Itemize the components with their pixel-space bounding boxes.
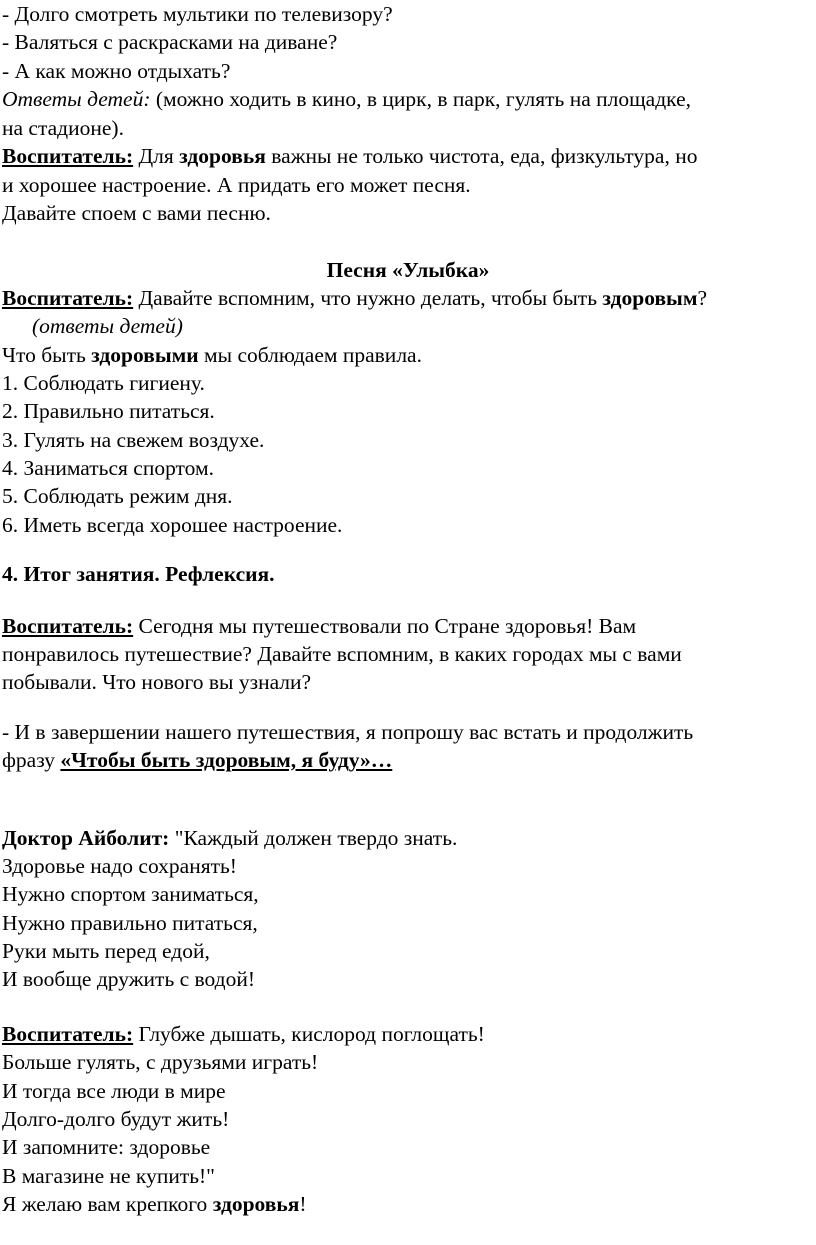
- text-line: Ответы детей: (можно ходить в кино, в цирк, в парк, гулять на площадке,: [2, 87, 691, 111]
- poem-line: Руки мыть перед едой,: [2, 939, 210, 963]
- text-line: и хорошее настроение. А придать его может песня.: [2, 173, 471, 197]
- list-item: 5. Соблюдать режим дня.: [2, 484, 233, 508]
- list-item: 1. Соблюдать гигиену.: [2, 371, 205, 395]
- text-line: Я желаю вам крепкого здоровья!: [2, 1192, 307, 1216]
- poem-line: И запомните: здоровье: [2, 1135, 211, 1159]
- list-item: 2. Правильно питаться.: [2, 399, 215, 423]
- speaker-label: Доктор Айболит:: [2, 826, 170, 850]
- speaker-label: Воспитатель:: [2, 1022, 134, 1046]
- text-line: (ответы детей): [32, 314, 183, 338]
- phrase-prompt: «Чтобы быть здоровым, я буду»…: [60, 748, 393, 772]
- text-line: - И в завершении нашего путешествия, я попрошу вас встать и продолжить: [2, 720, 694, 744]
- text-line: Воспитатель: Для здоровья важны не только чистота, еда, физкультура, но: [2, 144, 698, 168]
- text-line: - А как можно отдыхать?: [2, 59, 231, 83]
- text-line: - Долго смотреть мультики по телевизору?: [2, 2, 393, 26]
- speaker-label: Воспитатель:: [2, 144, 134, 168]
- text-line: побывали. Что нового вы узнали?: [2, 670, 312, 694]
- list-item: 4. Заниматься спортом.: [2, 456, 214, 480]
- poem-line: И тогда все люди в мире: [2, 1079, 226, 1103]
- speaker-label: Воспитатель:: [2, 286, 134, 310]
- text-line: - Валяться с раскрасками на диване?: [2, 30, 338, 54]
- poem-line: Нужно правильно питаться,: [2, 911, 258, 935]
- text-line: Доктор Айболит: "Каждый должен твердо знать.: [2, 826, 458, 850]
- text-line: понравилось путешествие? Давайте вспомним, в каких городах мы с вами: [2, 642, 682, 666]
- answers-label: Ответы детей:: [2, 87, 151, 111]
- text-line: Воспитатель: Глубже дышать, кислород поглощать!: [2, 1022, 485, 1046]
- text-line: Воспитатель: Сегодня мы путешествовали по Стране здоровья! Вам: [2, 614, 637, 638]
- poem-line: И вообще дружить с водой!: [2, 967, 256, 991]
- poem-line: Больше гулять, с друзьями играть!: [2, 1050, 319, 1074]
- poem-line: Нужно спортом заниматься,: [2, 882, 259, 906]
- text-line: Давайте споем с вами песню.: [2, 201, 271, 225]
- text-line: Воспитатель: Давайте вспомним, что нужно делать, чтобы быть здоровым?: [2, 286, 708, 310]
- list-item: 6. Иметь всегда хорошее настроение.: [2, 513, 343, 537]
- song-title: Песня «Улыбка»: [326, 258, 490, 282]
- poem-line: В магазине не купить!": [2, 1164, 215, 1188]
- text-line: фразу «Чтобы быть здоровым, я буду»…: [2, 748, 393, 772]
- text-line: на стадионе).: [2, 116, 124, 140]
- poem-line: Здоровье надо сохранять!: [2, 854, 237, 878]
- speaker-label: Воспитатель:: [2, 614, 134, 638]
- section-heading: 4. Итог занятия. Рефлексия.: [2, 562, 275, 586]
- list-item: 3. Гулять на свежем воздухе.: [2, 428, 265, 452]
- text-line: Что быть здоровыми мы соблюдаем правила.: [2, 343, 422, 367]
- poem-line: Долго-долго будут жить!: [2, 1107, 230, 1131]
